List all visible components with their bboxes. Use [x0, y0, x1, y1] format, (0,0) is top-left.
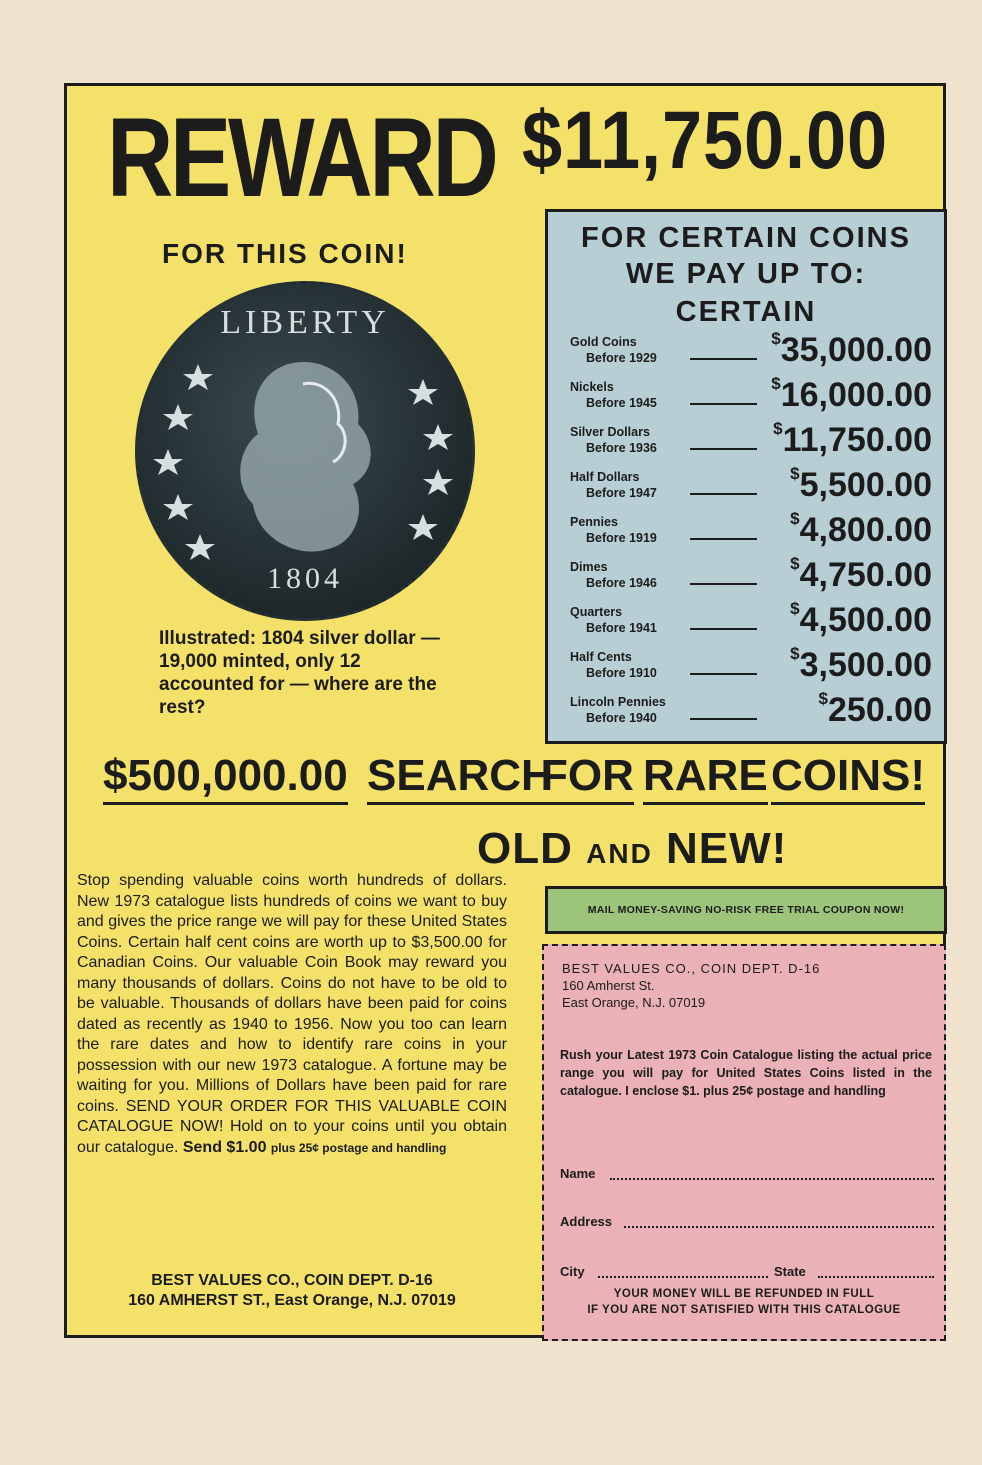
city-line[interactable]: [598, 1276, 768, 1278]
address-label: Address: [560, 1214, 613, 1229]
price-row-line: [690, 493, 757, 495]
body-copy: [77, 871, 507, 1158]
price-row-label: [570, 469, 657, 501]
state-label: State: [774, 1264, 806, 1279]
price-row-label: [570, 334, 657, 366]
address-line[interactable]: [624, 1226, 934, 1228]
price-table-heading-2: WE PAY UP TO:: [625, 258, 867, 290]
coin-date: Before 1945: [586, 396, 657, 410]
search-word-coins: COINS!: [771, 754, 925, 805]
refund-guarantee: [544, 1286, 944, 1318]
currency-symbol: $: [773, 419, 783, 438]
price-row-line: [690, 583, 757, 585]
coupon-banner: MAIL MONEY-SAVING NO-RISK FREE TRIAL COUPON NOW!: [545, 886, 947, 934]
currency-symbol: $: [771, 374, 781, 393]
price-row: [570, 553, 932, 597]
coin-date: Before 1936: [586, 441, 657, 455]
coin-type: Silver Dollars: [570, 425, 650, 439]
currency-symbol: $: [790, 644, 800, 663]
currency-symbol: $: [818, 689, 828, 708]
name-field[interactable]: [560, 1166, 934, 1181]
coin-legend-date: 1804: [267, 562, 343, 595]
coin-date: Before 1910: [586, 666, 657, 680]
old-word: OLD: [477, 824, 573, 873]
coin-type: Lincoln Pennies: [570, 695, 666, 709]
currency-symbol: $: [790, 464, 800, 483]
price-amount: 16,000.00: [780, 376, 932, 414]
price-amount: 4,500.00: [799, 601, 932, 639]
price-row-line: [690, 628, 757, 630]
price-value: [790, 508, 932, 552]
price-table: [545, 209, 947, 744]
old-and-new: [477, 824, 787, 874]
coin-type: Gold Coins: [570, 335, 637, 349]
coin-date: Before 1940: [586, 711, 657, 725]
coupon-company-line-1: BEST VALUES CO., COIN DEPT. D-16: [562, 961, 821, 976]
price-amount: 35,000.00: [780, 331, 932, 369]
price-amount: 4,750.00: [799, 556, 932, 594]
price-amount: 3,500.00: [799, 646, 932, 684]
search-word-for: FOR: [541, 754, 634, 805]
reward-headline: REWARD: [107, 95, 496, 220]
coupon-company-line-3: East Orange, N.J. 07019: [562, 995, 706, 1010]
address-field[interactable]: [560, 1214, 934, 1229]
order-coupon: [542, 944, 946, 1341]
city-state-field[interactable]: [560, 1264, 934, 1279]
search-word-amount: $500,000.00: [103, 754, 348, 805]
price-amount: 250.00: [828, 691, 932, 729]
coin-type: Nickels: [570, 380, 614, 394]
price-row-line: [690, 673, 757, 675]
price-row: [570, 643, 932, 687]
advertisement: [64, 83, 946, 1338]
reward-amount: $11,750.00: [522, 95, 888, 186]
coupon-company-line-2: 160 Amherst St.: [562, 978, 655, 993]
price-row-line: [690, 538, 757, 540]
coin-type: Pennies: [570, 515, 618, 529]
coin-type: Half Cents: [570, 650, 632, 664]
state-line[interactable]: [818, 1276, 934, 1278]
and-word: AND: [586, 838, 653, 869]
price-amount: 11,750.00: [782, 421, 932, 459]
coupon-text: Rush your Latest 1973 Coin Catalogue listing the actual price range you will pay for United States Coins listed in the catalogue. I enclose $1. plus 25¢ postage and handling: [560, 1048, 932, 1098]
price-row-label: [570, 604, 657, 636]
address-line-2: 160 AMHERST ST., East Orange, N.J. 07019: [128, 1292, 456, 1309]
price-row: [570, 328, 932, 372]
coin-date: Before 1947: [586, 486, 657, 500]
price-value: [790, 643, 932, 687]
send-line: Send $1.00: [182, 1138, 267, 1156]
send-small: plus 25¢ postage and handling: [270, 1140, 447, 1155]
price-value: [773, 418, 932, 462]
mailing-address: [67, 1271, 517, 1311]
price-row-line: [690, 718, 757, 720]
coin-date: Before 1941: [586, 621, 657, 635]
coupon-company: [562, 960, 820, 1011]
price-table-heading-1: FOR CERTAIN COINS: [581, 222, 911, 254]
price-row-line: [690, 448, 757, 450]
price-row: [570, 688, 932, 732]
coin-type: Half Dollars: [570, 470, 640, 484]
price-value: [771, 328, 932, 372]
search-word-search: SEARCH: [367, 754, 553, 805]
price-value: [790, 553, 932, 597]
price-value: [790, 463, 932, 507]
coin-date: Before 1929: [586, 351, 657, 365]
address-line-1: BEST VALUES CO., COIN DEPT. D-16: [151, 1272, 433, 1289]
currency-symbol: $: [790, 509, 800, 528]
coin-type: Dimes: [570, 560, 608, 574]
price-row-label: [570, 514, 657, 546]
search-word-rare: RARE: [643, 754, 768, 805]
price-row-label: [570, 694, 666, 726]
refund-line-2: IF YOU ARE NOT SATISFIED WITH THIS CATALOGUE: [587, 1304, 901, 1316]
price-row-label: [570, 649, 657, 681]
coin-legend-liberty: LIBERTY: [220, 304, 390, 341]
currency-symbol: $: [790, 554, 800, 573]
coin-caption: Illustrated: 1804 silver dollar — 19,000 minted, only 12 accounted for — where are the rest?: [159, 628, 440, 718]
coin-subhead: FOR THIS COIN!: [162, 238, 408, 269]
price-row-line: [690, 358, 757, 360]
price-value: [790, 598, 932, 642]
city-label: City: [560, 1264, 585, 1279]
price-value: [819, 688, 932, 732]
price-amount: 4,800.00: [799, 511, 932, 549]
coin-illustration: [135, 281, 475, 621]
price-row: [570, 418, 932, 462]
price-row: [570, 508, 932, 552]
coin-date: Before 1919: [586, 531, 657, 545]
currency-symbol: $: [790, 599, 800, 618]
price-table-heading-3: CERTAIN: [675, 296, 817, 328]
price-row: [570, 373, 932, 417]
new-word: NEW!: [666, 824, 788, 873]
refund-line-1: YOUR MONEY WILL BE REFUNDED IN FULL: [613, 1288, 875, 1300]
coin-date: Before 1946: [586, 576, 657, 590]
price-row: [570, 463, 932, 507]
price-row-label: [570, 559, 657, 591]
price-row-line: [690, 403, 757, 405]
currency-symbol: $: [771, 329, 781, 348]
body-paragraph: Stop spending valuable coins worth hundreds of dollars. New 1973 catalogue lists hundreds of coins we want to buy and gives the price range we will pay for these United States Coins. Certain half cent coins are worth up to $3,500.00 for Canadian Coins. Our valuable Coin Book may reward you many thousands of dollars. Coins do not have to be old to be valuable. Thousands of dollars have been paid for coins dated as recently as 1940 to 1956. Now you too can learn the rare dates and how to identify rare coins in your possession with our new 1973 catalogue. A fortune may be waiting for you. Millions of Dollars have been paid for rare coins. SEND YOUR ORDER FOR THIS VALUABLE COIN CATALOGUE NOW! Hold on to your coins until you obtain our catalogue.: [77, 872, 507, 1156]
price-row-label: [570, 379, 657, 411]
price-row-label: [570, 424, 657, 456]
name-line[interactable]: [610, 1178, 934, 1180]
price-amount: 5,500.00: [799, 466, 932, 504]
price-value: [771, 373, 932, 417]
name-label: Name: [560, 1166, 596, 1181]
coin-type: Quarters: [570, 605, 623, 619]
price-row: [570, 598, 932, 642]
